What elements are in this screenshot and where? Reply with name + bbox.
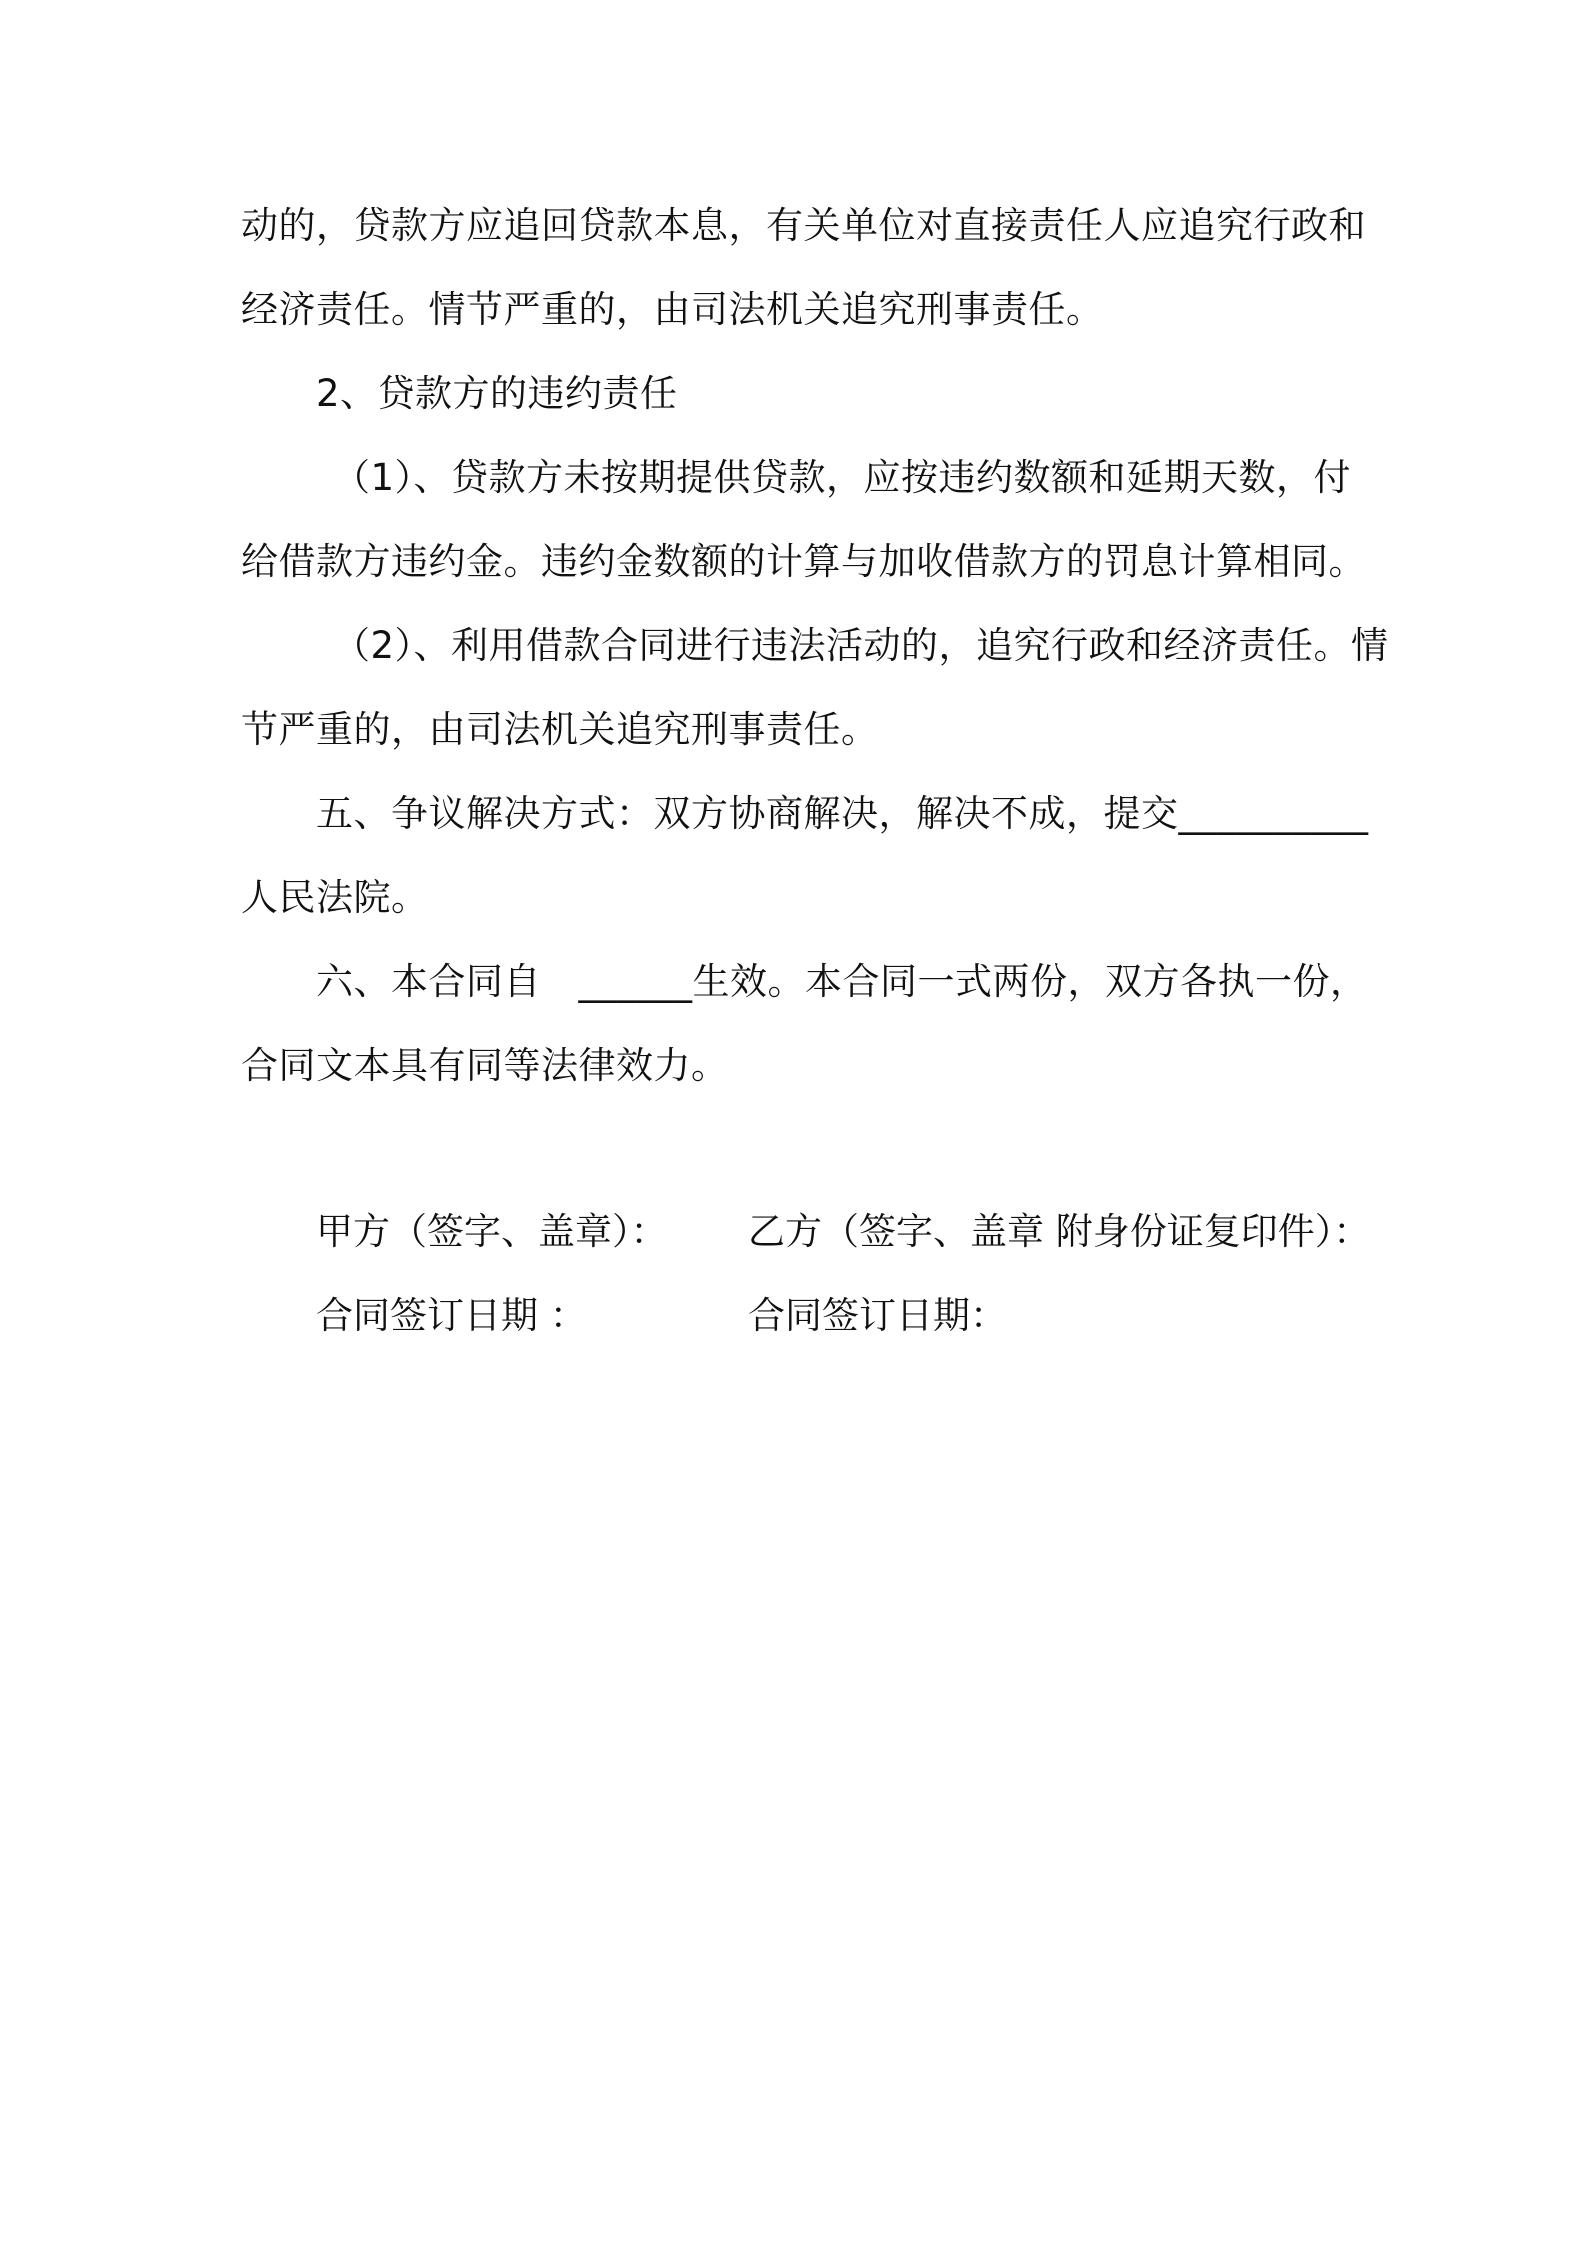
section-heading: 2、贷款方的违约责任 xyxy=(316,372,678,415)
paragraph-line: （1）、贷款方未按期提供贷款，应按违约数额和延期天数，付 xyxy=(333,456,1352,499)
paragraph-line: 动的，贷款方应追回贷款本息，有关单位对直接责任人应追究行政和 xyxy=(241,204,1366,247)
paragraph-line: 合同文本具有同等法律效力。 xyxy=(241,1044,729,1087)
effective-date-clause: 六、本合同自 ______生效。本合同一式两份，双方各执一份， xyxy=(316,960,1368,1003)
paragraph-line: 经济责任。情节严重的，由司法机关追究刑事责任。 xyxy=(241,288,1104,331)
paragraph-line: 人民法院。 xyxy=(241,876,429,919)
paragraph-line: 节严重的，由司法机关追究刑事责任。 xyxy=(241,708,879,751)
paragraph-line: （2）、利用借款合同进行违法活动的，追究行政和经济责任。情 xyxy=(333,624,1389,667)
party-a-signature-label: 甲方（签字、盖章）： xyxy=(316,1210,668,1253)
paragraph-line: 给借款方违约金。违约金数额的计算与加收借款方的罚息计算相同。 xyxy=(241,540,1366,583)
party-a-date-label: 合同签订日期 ： xyxy=(316,1294,587,1337)
party-b-signature-label: 乙方（签字、盖章 附身份证复印件）： xyxy=(748,1210,1371,1253)
dispute-resolution-clause: 五、争议解决方式：双方协商解决，解决不成，提交__________ xyxy=(316,792,1369,835)
party-b-date-label: 合同签订日期： xyxy=(748,1294,1007,1337)
